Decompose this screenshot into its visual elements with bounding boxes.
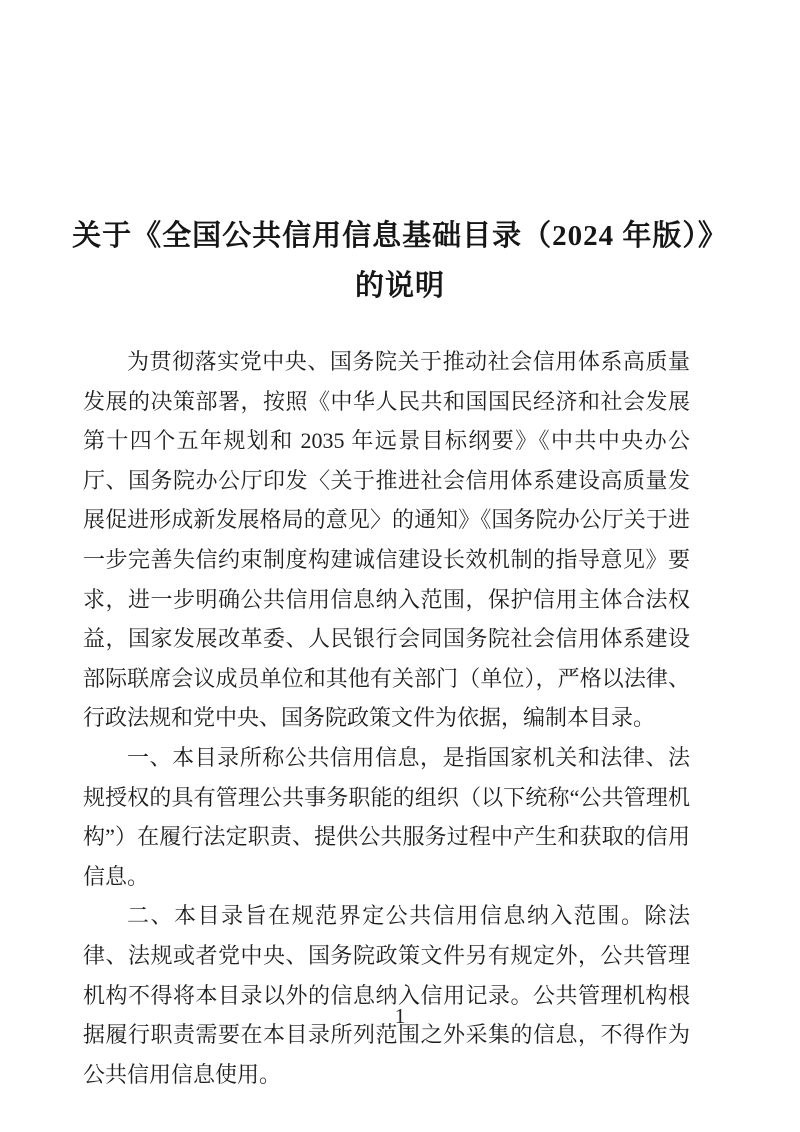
paragraph-item-1: 一、本目录所称公共信用信息，是指国家机关和法律、法规授权的具有管理公共事务职能的组织（以下统称“公共管理机构”）在履行法定职责、提供公共服务过程中产生和获取的信用信息。 xyxy=(83,744,690,889)
page-number: 1 xyxy=(394,1004,406,1028)
document-body xyxy=(0,342,800,1094)
document-title-line-2: 的说明 xyxy=(354,270,445,302)
paragraph-item-2: 二、本目录旨在规范界定公共信用信息纳入范围。除法律、法规或者党中央、国务院政策文件另有规定外，公共管理机构不得将本目录以外的信息纳入信用记录。公共管理机构根据履行职责需要在本目录所列范围之外采集的信息，不得作为公共信用信息使用。 xyxy=(83,903,690,1087)
paragraph-preamble: 为贯彻落实党中央、国务院关于推动社会信用体系高质量发展的决策部署，按照《中华人民共和国国民经济和社会发展第十四个五年规划和 2035 年远景目标纲要》《中共中央办公厅、国务院办公厅印发〈关于推进社会信用体系建设高质量发展促进形成新发展格局的意见〉的通知》《国务院办公厅关于进一步完善失信约束制度构建诚信建设长效机制的指导意见》要求，进一步明确公共信用信息纳入范围，保护信用主体合法权益，国家发展改革委、人民银行会同国务院社会信用体系建设部际联席会议成员单位和其他有关部门（单位），严格以法律、行政法规和党中央、国务院政策文件为依据，编制本目录。 xyxy=(83,349,690,731)
document-title xyxy=(0,0,800,311)
document-title-line-1: 关于《全国公共信用信息基础目录（2024 年版）》 xyxy=(72,220,728,252)
